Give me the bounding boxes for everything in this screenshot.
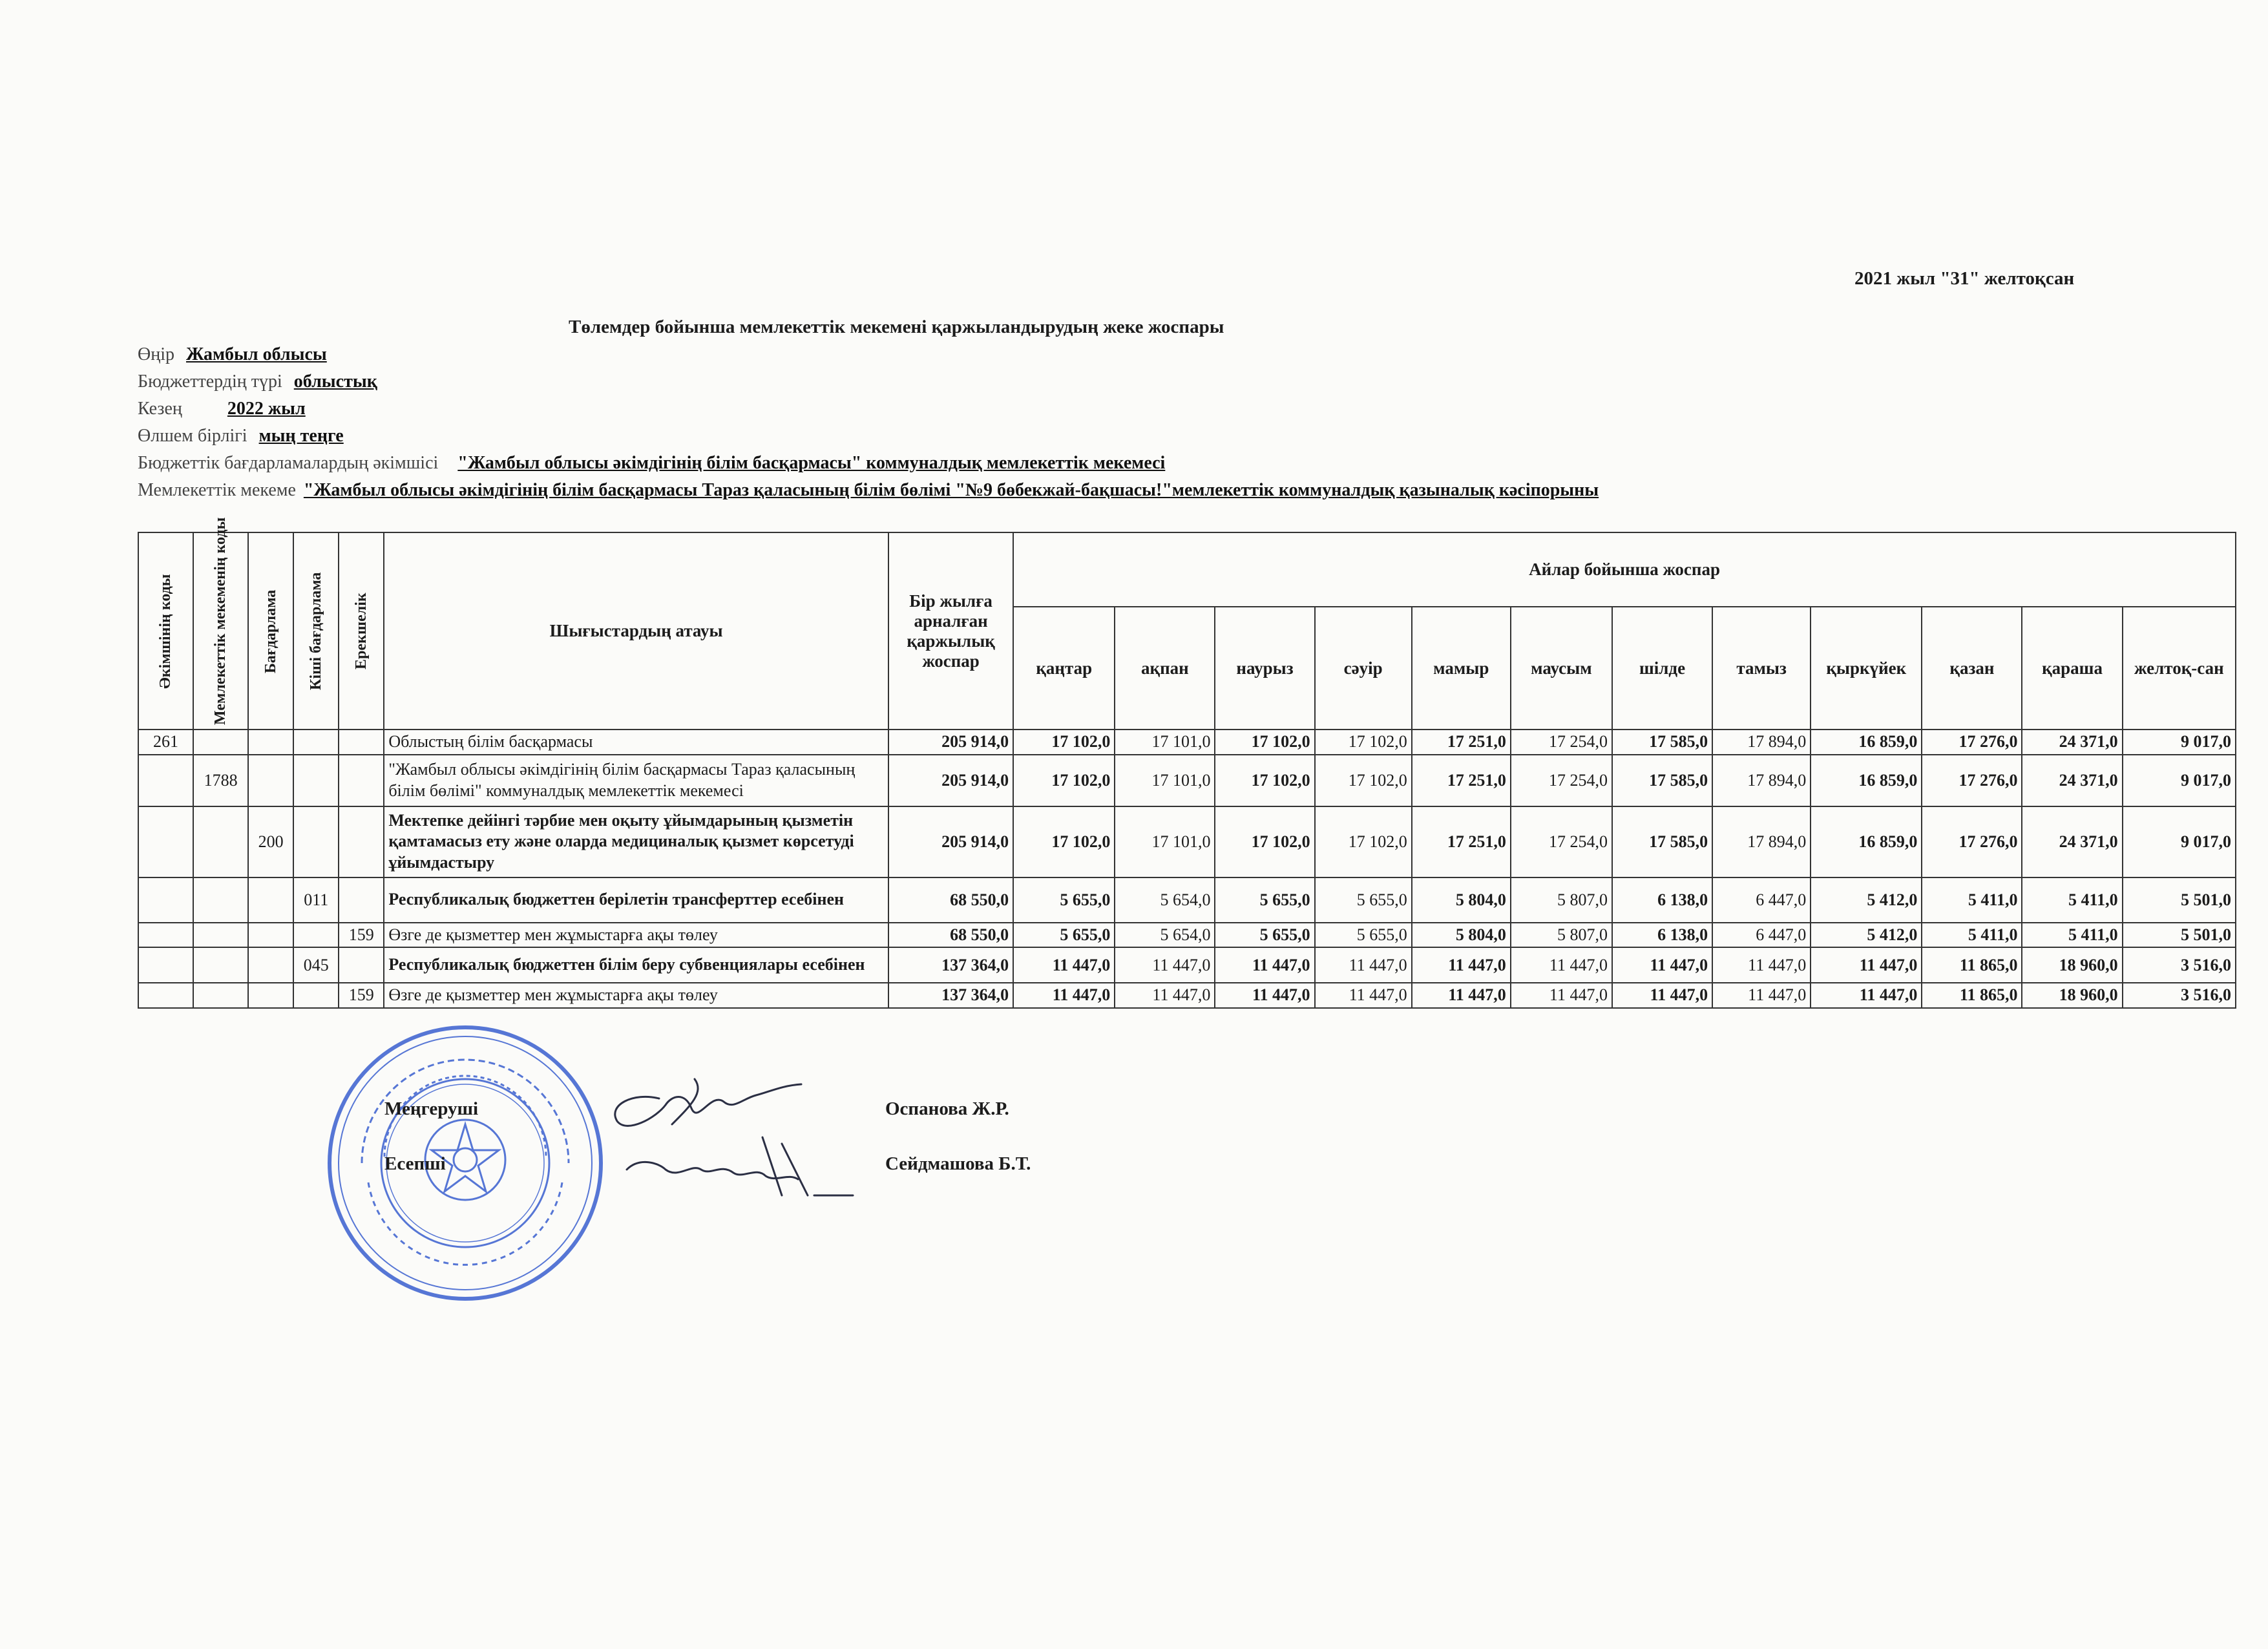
meta-value: "Жамбыл облысы әкімдігінің білім басқармасы Тараз қаласының білім бөлімі "№9 бөбекжай-бақшасы!"мемлекеттік коммуналдық қазыналық кәсіпорыны (303, 480, 1599, 500)
annual-plan-cell: 205 914,0 (888, 755, 1013, 806)
annual-plan-cell: 68 550,0 (888, 877, 1013, 923)
meta-value: "Жамбыл облысы әкімдігінің білім басқармасы" коммуналдық мемлекеттік мекемесі (457, 453, 1166, 473)
month-value-cell: 17 251,0 (1412, 755, 1511, 806)
month-value-cell: 17 251,0 (1412, 730, 1511, 755)
month-value-cell: 5 501,0 (2123, 877, 2236, 923)
specific-cell (339, 947, 384, 983)
header-monthly-plan: Айлар бойынша жоспар (1013, 532, 2236, 607)
month-value-cell: 11 447,0 (1412, 947, 1511, 983)
month-value-cell: 18 960,0 (2022, 947, 2122, 983)
meta-label: Өлшем бірлігі (138, 426, 247, 446)
specific-cell (339, 730, 384, 755)
month-value-cell: 9 017,0 (2123, 730, 2236, 755)
month-value-cell: 11 447,0 (1215, 983, 1314, 1008)
meta-label: Бюджеттік бағдарламалардың әкімшісі (138, 453, 439, 473)
month-value-cell: 17 102,0 (1315, 806, 1412, 877)
header-month: мамыр (1412, 607, 1511, 730)
admin-code-cell (138, 806, 193, 877)
header-month: қаңтар (1013, 607, 1115, 730)
header-month: ақпан (1115, 607, 1215, 730)
month-value-cell: 5 654,0 (1115, 923, 1215, 948)
month-value-cell: 11 447,0 (1115, 947, 1215, 983)
expense-name-cell: Облыстың білім басқармасы (384, 730, 888, 755)
document-date: 2021 жыл "31" желтоқсан (1854, 268, 2075, 289)
month-value-cell: 5 411,0 (2022, 923, 2122, 948)
expense-name-cell: Өзге де қызметтер мен жұмыстарға ақы төлеу (384, 923, 888, 948)
month-value-cell: 17 254,0 (1511, 755, 1612, 806)
annual-plan-cell: 68 550,0 (888, 923, 1013, 948)
month-value-cell: 17 585,0 (1612, 806, 1712, 877)
month-value-cell: 5 807,0 (1511, 923, 1612, 948)
month-value-cell: 11 447,0 (1811, 947, 1922, 983)
month-value-cell: 17 894,0 (1712, 806, 1811, 877)
program-cell (248, 947, 293, 983)
month-value-cell: 9 017,0 (2123, 755, 2236, 806)
month-value-cell: 11 447,0 (1215, 947, 1314, 983)
program-cell: 200 (248, 806, 293, 877)
month-value-cell: 5 655,0 (1013, 923, 1115, 948)
meta-value: мың теңге (258, 426, 344, 446)
table-row (138, 947, 2236, 983)
header-annual-plan: Бір жылға арналған қаржылық жоспар (888, 532, 1013, 730)
month-value-cell: 6 138,0 (1612, 923, 1712, 948)
specific-cell (339, 806, 384, 877)
meta-label: Бюджеттердің түрі (138, 372, 282, 392)
meta-administrator (138, 453, 1165, 474)
month-value-cell: 11 865,0 (1922, 983, 2022, 1008)
specific-cell (339, 877, 384, 923)
annual-plan-cell: 205 914,0 (888, 730, 1013, 755)
month-value-cell: 17 101,0 (1115, 755, 1215, 806)
month-value-cell: 11 447,0 (1612, 947, 1712, 983)
month-value-cell: 11 447,0 (1412, 983, 1511, 1008)
program-cell (248, 983, 293, 1008)
accountant-name: Сейдмашова Б.Т. (885, 1153, 1031, 1174)
document-title: Төлемдер бойынша мемлекеттік мекемені қаржыландырудың жеке жоспары (569, 317, 1224, 337)
month-value-cell: 11 447,0 (1115, 983, 1215, 1008)
month-value-cell: 5 655,0 (1215, 877, 1314, 923)
month-value-cell: 17 102,0 (1215, 755, 1314, 806)
institution-code-cell (193, 947, 248, 983)
month-value-cell: 24 371,0 (2022, 730, 2122, 755)
meta-value: Жамбыл облысы (185, 344, 327, 364)
subprogram-cell: 045 (293, 947, 339, 983)
month-value-cell: 18 960,0 (2022, 983, 2122, 1008)
header-subprogram: Кіші бағдарлама (293, 532, 339, 730)
month-value-cell: 5 804,0 (1412, 877, 1511, 923)
expense-name-cell: Мектепке дейінгі тәрбие мен оқыту ұйымдарының қызметін қамтамасыз ету және оларда медициналық қызмет көрсетуді ұйымдастыру (384, 806, 888, 877)
subprogram-cell (293, 983, 339, 1008)
month-value-cell: 17 101,0 (1115, 730, 1215, 755)
month-value-cell: 5 411,0 (2022, 877, 2122, 923)
meta-unit (138, 426, 344, 446)
program-cell (248, 923, 293, 948)
program-cell (248, 730, 293, 755)
header-month: маусым (1511, 607, 1612, 730)
meta-value: 2022 жыл (227, 399, 306, 419)
institution-code-cell (193, 806, 248, 877)
month-value-cell: 11 447,0 (1511, 947, 1612, 983)
month-value-cell: 5 411,0 (1922, 877, 2022, 923)
subprogram-cell (293, 923, 339, 948)
month-value-cell: 5 411,0 (1922, 923, 2022, 948)
institution-code-cell (193, 983, 248, 1008)
expense-name-cell: Өзге де қызметтер мен жұмыстарға ақы төлеу (384, 983, 888, 1008)
header-admin-code: Әкімшінің коды (138, 532, 193, 730)
institution-code-cell (193, 877, 248, 923)
head-role-label: Меңгеруші (384, 1098, 479, 1119)
admin-code-cell (138, 755, 193, 806)
month-value-cell: 16 859,0 (1811, 730, 1922, 755)
meta-label: Кезең (138, 399, 182, 419)
table-row (138, 755, 2236, 806)
month-value-cell: 5 655,0 (1013, 877, 1115, 923)
table-row (138, 877, 2236, 923)
month-value-cell: 17 894,0 (1712, 730, 1811, 755)
month-value-cell: 17 585,0 (1612, 730, 1712, 755)
month-value-cell: 17 102,0 (1013, 755, 1115, 806)
admin-code-cell (138, 983, 193, 1008)
month-value-cell: 17 102,0 (1013, 730, 1115, 755)
month-value-cell: 17 251,0 (1412, 806, 1511, 877)
specific-cell: 159 (339, 923, 384, 948)
specific-cell: 159 (339, 983, 384, 1008)
head-name: Оспанова Ж.Р. (885, 1098, 1009, 1119)
month-value-cell: 24 371,0 (2022, 755, 2122, 806)
annual-plan-cell: 137 364,0 (888, 983, 1013, 1008)
financing-plan-table (138, 517, 2236, 1009)
month-value-cell: 5 654,0 (1115, 877, 1215, 923)
header-month: қазан (1922, 607, 2022, 730)
month-value-cell: 3 516,0 (2123, 983, 2236, 1008)
month-value-cell: 17 276,0 (1922, 755, 2022, 806)
admin-code-cell: 261 (138, 730, 193, 755)
header-specific: Ерекшелік (339, 532, 384, 730)
meta-institution (138, 480, 1599, 501)
month-value-cell: 17 276,0 (1922, 730, 2022, 755)
header-month: қараша (2022, 607, 2122, 730)
month-value-cell: 11 447,0 (1712, 947, 1811, 983)
month-value-cell: 5 501,0 (2123, 923, 2236, 948)
month-value-cell: 17 102,0 (1215, 806, 1314, 877)
month-value-cell: 16 859,0 (1811, 806, 1922, 877)
institution-code-cell: 1788 (193, 755, 248, 806)
subprogram-cell (293, 730, 339, 755)
month-value-cell: 17 254,0 (1511, 730, 1612, 755)
program-cell (248, 755, 293, 806)
header-month: шілде (1612, 607, 1712, 730)
month-value-cell: 24 371,0 (2022, 806, 2122, 877)
table-row (138, 923, 2236, 948)
annual-plan-cell: 137 364,0 (888, 947, 1013, 983)
month-value-cell: 9 017,0 (2123, 806, 2236, 877)
month-value-cell: 5 804,0 (1412, 923, 1511, 948)
expense-name-cell: Республикалық бюджеттен берілетін трансферттер есебінен (384, 877, 888, 923)
meta-label: Өңір (138, 344, 174, 364)
month-value-cell: 11 447,0 (1712, 983, 1811, 1008)
table-row (138, 806, 2236, 877)
subprogram-cell (293, 755, 339, 806)
subprogram-cell: 011 (293, 877, 339, 923)
month-value-cell: 17 254,0 (1511, 806, 1612, 877)
admin-code-cell (138, 947, 193, 983)
month-value-cell: 11 447,0 (1315, 947, 1412, 983)
month-value-cell: 11 865,0 (1922, 947, 2022, 983)
table-row (138, 730, 2236, 755)
program-cell (248, 877, 293, 923)
month-value-cell: 16 859,0 (1811, 755, 1922, 806)
meta-label: Мемлекеттік мекеме (138, 480, 296, 500)
month-value-cell: 17 102,0 (1013, 806, 1115, 877)
month-value-cell: 11 447,0 (1315, 983, 1412, 1008)
month-value-cell: 6 138,0 (1612, 877, 1712, 923)
month-value-cell: 5 807,0 (1511, 877, 1612, 923)
month-value-cell: 5 412,0 (1811, 877, 1922, 923)
month-value-cell: 17 894,0 (1712, 755, 1811, 806)
header-program: Бағдарлама (248, 532, 293, 730)
table-row (138, 983, 2236, 1008)
meta-budget-type (138, 372, 377, 392)
month-value-cell: 11 447,0 (1013, 947, 1115, 983)
header-month: желтоқ-сан (2123, 607, 2236, 730)
meta-region (138, 344, 327, 365)
institution-code-cell (193, 730, 248, 755)
header-month: сәуір (1315, 607, 1412, 730)
month-value-cell: 5 655,0 (1215, 923, 1314, 948)
expense-name-cell: "Жамбыл облысы әкімдігінің білім басқармасы Тараз қаласының білім бөлімі" коммуналдық мемлекеттік мекемесі (384, 755, 888, 806)
month-value-cell: 11 447,0 (1811, 983, 1922, 1008)
month-value-cell: 17 102,0 (1215, 730, 1314, 755)
admin-code-cell (138, 877, 193, 923)
expense-name-cell: Республикалық бюджеттен білім беру субвенциялары есебінен (384, 947, 888, 983)
admin-code-cell (138, 923, 193, 948)
month-value-cell: 5 655,0 (1315, 877, 1412, 923)
month-value-cell: 17 101,0 (1115, 806, 1215, 877)
annual-plan-cell: 205 914,0 (888, 806, 1013, 877)
handwritten-signatures (478, 1066, 866, 1215)
institution-code-cell (193, 923, 248, 948)
month-value-cell: 17 585,0 (1612, 755, 1712, 806)
header-month: наурыз (1215, 607, 1314, 730)
subprogram-cell (293, 806, 339, 877)
month-value-cell: 17 102,0 (1315, 755, 1412, 806)
month-value-cell: 17 102,0 (1315, 730, 1412, 755)
meta-period (138, 399, 306, 419)
header-expense-name: Шығыстардың атауы (384, 532, 888, 730)
month-value-cell: 3 516,0 (2123, 947, 2236, 983)
month-value-cell: 6 447,0 (1712, 877, 1811, 923)
month-value-cell: 5 655,0 (1315, 923, 1412, 948)
meta-value: облыстық (293, 372, 377, 392)
accountant-role-label: Есепші (384, 1153, 446, 1174)
month-value-cell: 5 412,0 (1811, 923, 1922, 948)
month-value-cell: 11 447,0 (1612, 983, 1712, 1008)
header-institution-code: Мемлекеттік мекеменің коды (193, 532, 248, 730)
specific-cell (339, 755, 384, 806)
month-value-cell: 17 276,0 (1922, 806, 2022, 877)
month-value-cell: 11 447,0 (1511, 983, 1612, 1008)
header-month: қыркүйек (1811, 607, 1922, 730)
header-month: тамыз (1712, 607, 1811, 730)
month-value-cell: 11 447,0 (1013, 983, 1115, 1008)
month-value-cell: 6 447,0 (1712, 923, 1811, 948)
